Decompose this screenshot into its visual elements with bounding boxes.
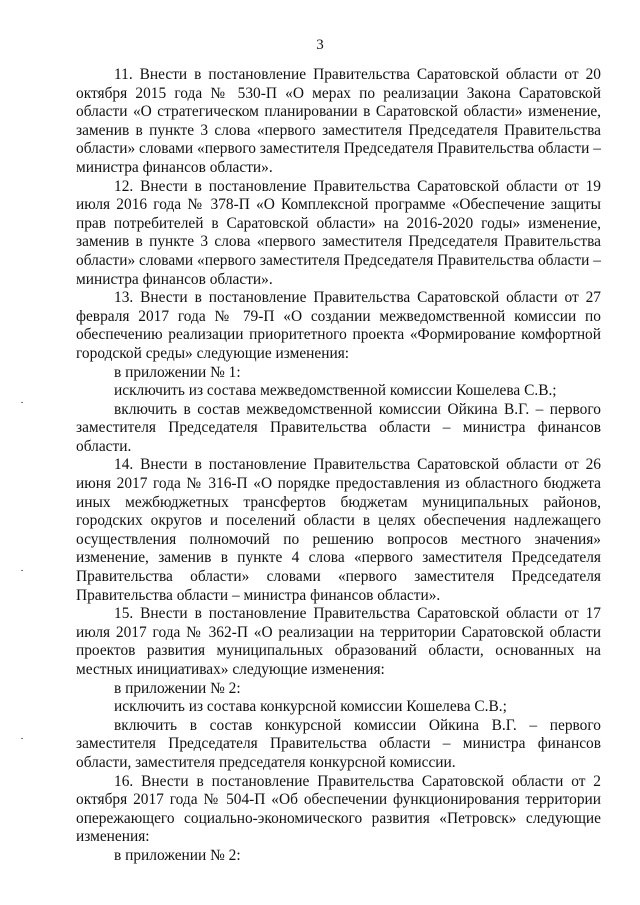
paragraph-item-13: 13. Внести в постановление Правительства Саратовской области от 27 февраля 2017 года № 79-П «О создании межведомственной комиссии по обеспечению реализации приоритетного проекта «Формирование комфортной городской среды» следующие изменения: (76, 289, 601, 362)
paragraph-exclude-koshelev: исключить из состава межведомственной комиссии Кошелева С.В.; (114, 382, 557, 400)
paragraph-include-oikin-competition: включить в состав конкурсной комиссии Ойкина В.Г. – первого заместителя Председателя Правительства области – министра финансов области, заместителя председателя конкурсной комиссии. (76, 716, 601, 771)
scan-speck (21, 738, 23, 739)
scan-speck (21, 402, 23, 403)
paragraph-exclude-koshelev-competition: исключить из состава конкурсной комиссии Кошелева С.В.; (114, 698, 507, 716)
page-number: 3 (316, 37, 324, 53)
paragraph-annex-2-heading-16: в приложении № 2: (114, 846, 241, 864)
paragraph-item-12: 12. Внести в постановление Правительства Саратовской области от 19 июля 2016 года № 378-П «О Комплексной программе «Обеспечение защиты прав потребителей в Саратовской области» на 2016-2020 годы» изменение, заменив в пункте 3 слова «первого заместителя Председателя Правительства области» словами «первого заместителя Председателя Правительства области – министра финансов области». (76, 177, 601, 288)
paragraph-item-15: 15. Внести в постановление Правительства Саратовской области от 17 июля 2017 года № 362-П «О реализации на территории Саратовской области проектов развития муниципальных образований области, основанных на местных инициативах» следующие изменения: (76, 605, 601, 678)
paragraph-annex-1-heading: в приложении № 1: (114, 363, 241, 381)
paragraph-item-11: 11. Внести в постановление Правительства Саратовской области от 20 октября 2015 года № 530-П «О мерах по реализации Закона Саратовской области «О стратегическом планировании в Саратовской области» изменение, заменив в пункте 3 слова «первого заместителя Председателя Правительства области» словами «первого заместителя Председателя Правительства области – министра финансов области». (76, 66, 601, 176)
paragraph-item-14: 14. Внести в постановление Правительства Саратовской области от 26 июня 2017 года № 316-П «О порядке предоставления из областного бюджета иных межбюджетных трансфертов бюджетам муниципальных районов, городских округов и поселений области в целях обеспечения надлежащего осуществления полномочий по решению вопросов местного значения» изменение, заменив в пункте 4 слова «первого заместителя Председателя Правительства области» словами «первого заместителя Председателя Правительства области – министра финансов области». (76, 456, 601, 604)
paragraph-item-16: 16. Внести в постановление Правительства Саратовской области от 2 октября 2017 года № 504-П «Об обеспечении функционирования территории опережающего социально-экономического развития «Петровск» следующие изменения: (76, 772, 601, 846)
scan-speck (21, 570, 23, 571)
paragraph-include-oikin: включить в состав межведомственной комиссии Ойкина В.Г. – первого заместителя Председателя Правительства области – министра финансов области. (76, 400, 601, 455)
document-body (76, 66, 601, 866)
paragraph-annex-2-heading: в приложении № 2: (114, 679, 241, 697)
